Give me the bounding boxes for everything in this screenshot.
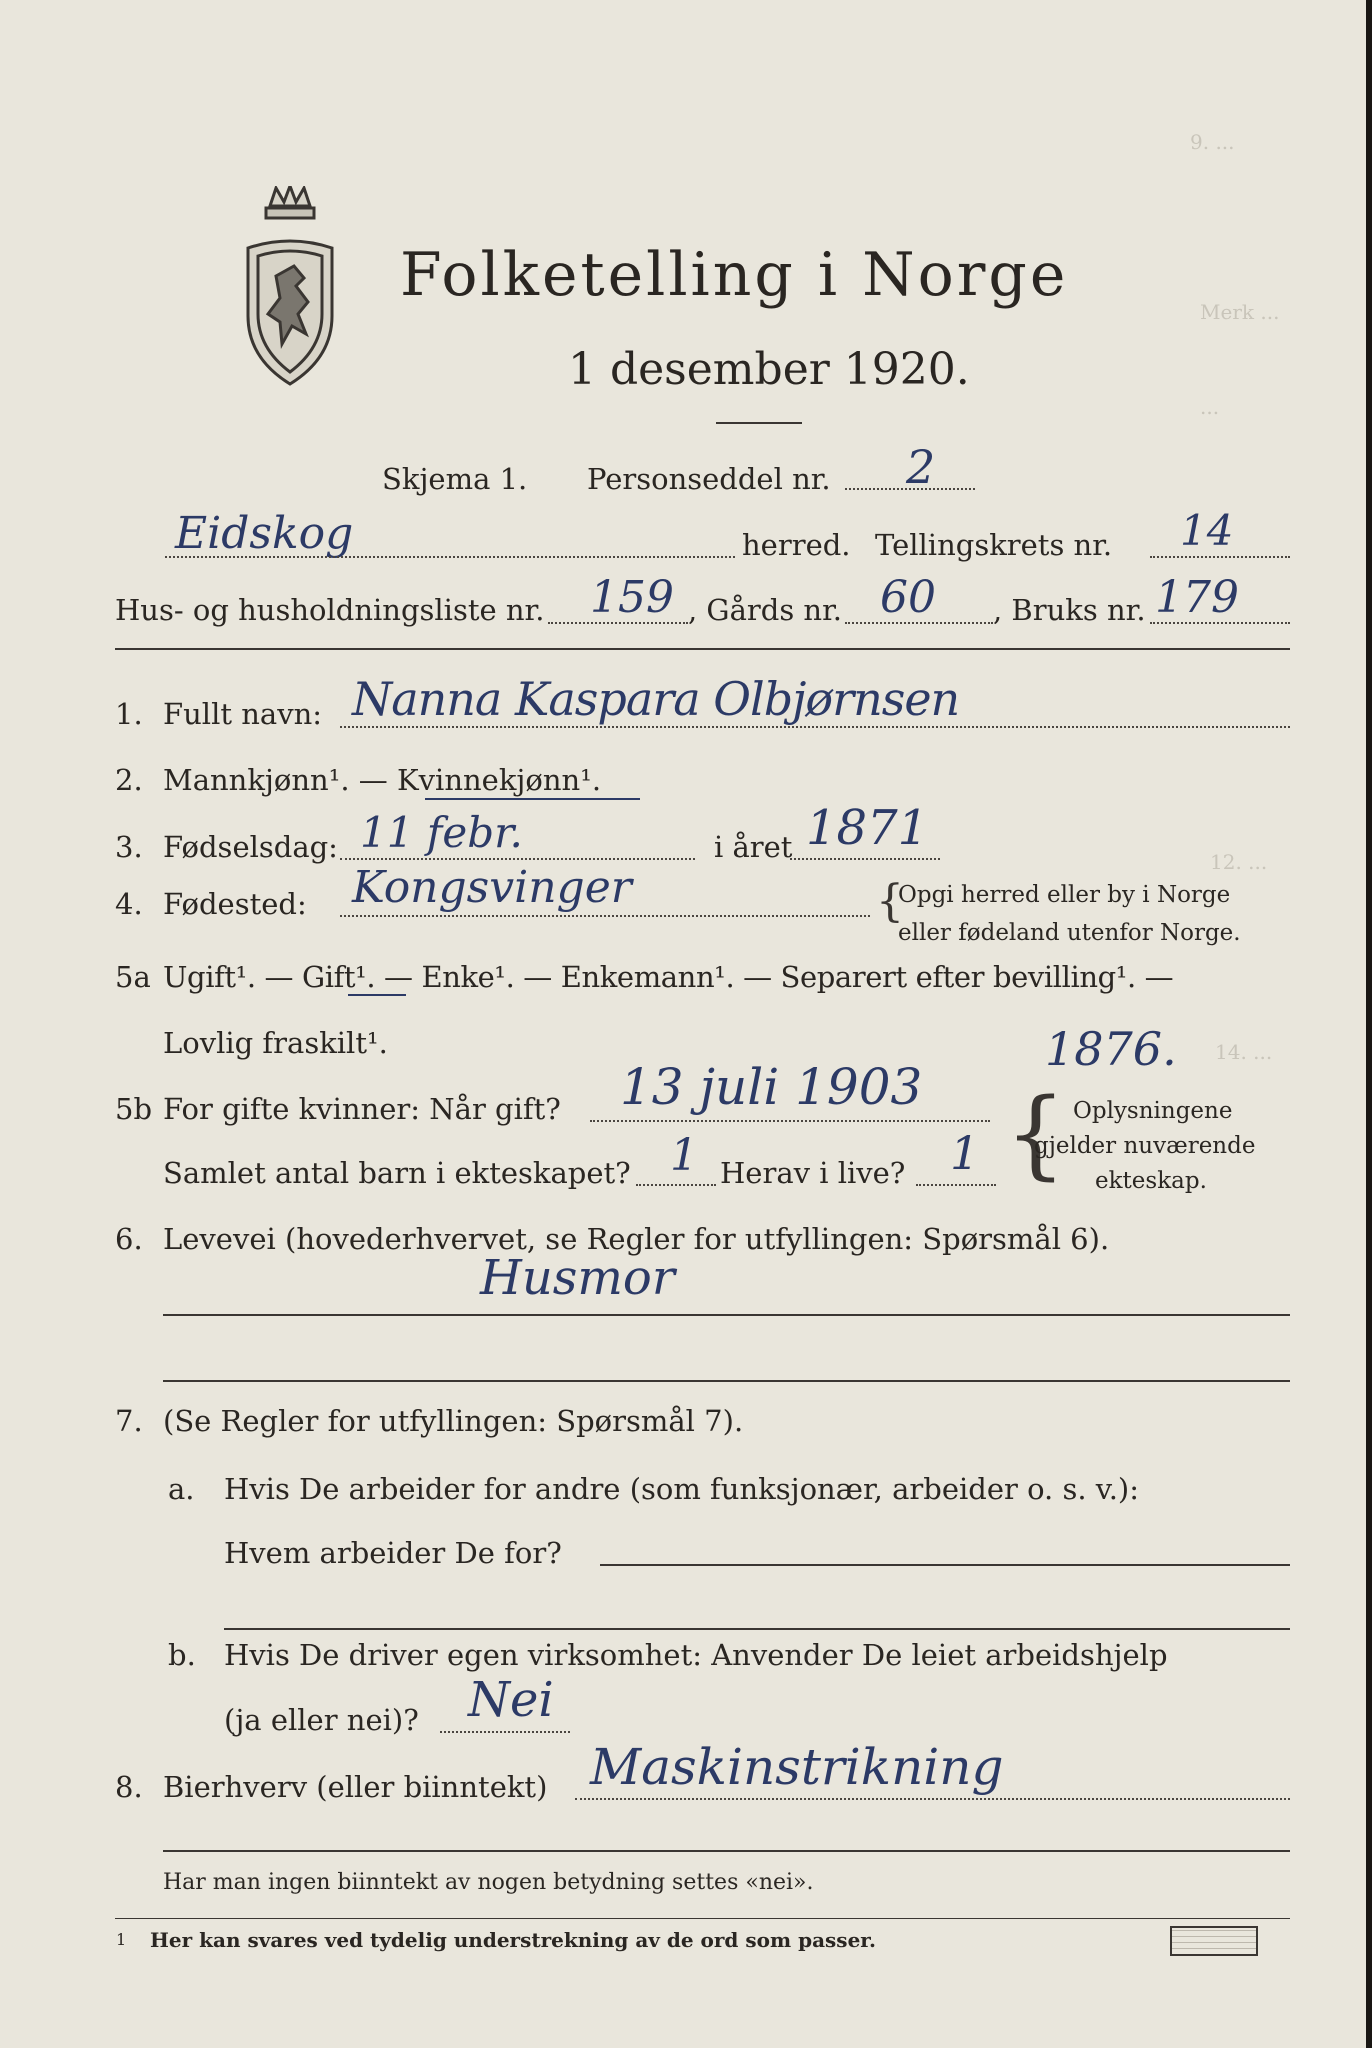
q7b-field-line bbox=[440, 1731, 570, 1733]
marriage-year-annotation: 1876. bbox=[1045, 1022, 1177, 1076]
full-name-value[interactable]: Nanna Kaspara Olbjørnsen bbox=[352, 672, 960, 726]
marital-status-options-cont[interactable]: Lovlig fraskilt¹. bbox=[163, 1026, 388, 1060]
marital-status-options[interactable]: Ugift¹. — Gift¹. — Enke¹. — Enkemann¹. — Separert efter bevilling¹. — bbox=[163, 960, 1174, 994]
q1-label: Fullt navn: bbox=[163, 697, 323, 731]
occupation-value[interactable]: Husmor bbox=[480, 1250, 675, 1306]
q8-number: 8. bbox=[115, 1770, 143, 1804]
hired-help-value[interactable]: Nei bbox=[468, 1672, 554, 1728]
form-title: Folketelling i Norge bbox=[400, 240, 1069, 310]
side-occupation-value[interactable]: Maskinstrikning bbox=[590, 1738, 1004, 1796]
tellingskrets-value[interactable]: 14 bbox=[1180, 506, 1234, 555]
q5b-alive-label: Herav i live? bbox=[720, 1156, 906, 1190]
q6-field-line-2 bbox=[163, 1380, 1290, 1382]
census-form-page: 9. ... Merk ... ... 12. ... 14. ... Folketelling i Norge 1 desember 1920. Skjema 1. Personseddel nr. 2 Eidskog herred. Tellingskrets nr. 14 Hus- og husholdningsliste nr. 159 , Gårds nr. 60 , Bruks nr. 179 1. Fullt navn: Nanna Kaspara Olbjørnsen 2. Mannkjønn¹. — Kvinnekjønn¹. 3. Fødselsdag: 11 febr. i året 1871 4. Fødested: Kongsvinger { Opgi herred eller by i Norge eller fødeland utenfor Norge. 5a Ugift¹. — Gift¹. — Enke¹. — Enkemann¹. — Separert efter bevilling¹. — Lovlig fraskilt¹. 1876. 5b For gifte kvinner: Når gift? 13 juli 1903 Samlet antal barn i ekteskapet? 1 Herav i live? 1 { Oplysningene gjelder nuværende ekteskap. 6. Levevei (hovederhvervet, se Regler for utfyllingen: Spørsmål 6). Husmor 7. (Se Regler for utfyllingen: Spørsmål 7). a. Hvis De arbeider for andre (som funksjonær, arbeider o. s. v.): Hvem arbeider De for? b. Hvis De driver egen virksomhet: Anvender De leiet arbeidshjelp (ja eller nei)? Nei 8. Bierhverv (eller biinntekt) Maskinstrikning Har man ingen biinntekt av nogen betydning settes «nei». 1 Her kan svares ved tydelig understrekning av de ord som passer. bbox=[0, 0, 1366, 2048]
q5b-field-line bbox=[590, 1120, 990, 1122]
q8-field-line-2 bbox=[163, 1850, 1290, 1852]
footer-divider bbox=[115, 1918, 1290, 1919]
q5b-note-line1: Oplysningene bbox=[1073, 1098, 1233, 1124]
q3-number: 3. bbox=[115, 830, 143, 864]
q7a-label: Hvis De arbeider for andre (som funksjonær, arbeider o. s. v.): bbox=[224, 1472, 1140, 1506]
q3-year-field-line bbox=[790, 858, 940, 860]
herred-label: herred. bbox=[742, 528, 851, 562]
q5b-children-label: Samlet antal barn i ekteskapet? bbox=[163, 1156, 631, 1190]
q5b-alive-field-line bbox=[916, 1184, 996, 1186]
q5b-note-line3: ekteskap. bbox=[1095, 1168, 1207, 1194]
tellingskrets-label: Tellingskrets nr. bbox=[875, 528, 1113, 562]
q3-field-line bbox=[340, 858, 695, 860]
q1-number: 1. bbox=[115, 697, 143, 731]
q3-year-label: i året bbox=[714, 830, 793, 864]
footnote-text: Her kan svares ved tydelig understrekning av de ord som passer. bbox=[150, 1928, 876, 1952]
q5b-note-brace: { bbox=[1005, 1078, 1067, 1190]
q7a-letter: a. bbox=[168, 1472, 195, 1506]
q4-note-brace: { bbox=[876, 876, 904, 927]
tellingskrets-field-line bbox=[1150, 556, 1290, 558]
gards-label: , Gårds nr. bbox=[688, 593, 842, 627]
husliste-value[interactable]: 159 bbox=[590, 572, 674, 623]
q7-number: 7. bbox=[115, 1404, 143, 1438]
children-count-value[interactable]: 1 bbox=[670, 1130, 698, 1181]
q7b-sub-label: (ja eller nei)? bbox=[224, 1703, 419, 1737]
q7b-letter: b. bbox=[168, 1638, 196, 1672]
header-divider bbox=[115, 648, 1290, 650]
employer-field-line[interactable] bbox=[600, 1564, 1290, 1566]
q7b-label: Hvis De driver egen virksomhet: Anvender De leiet arbeidshjelp bbox=[224, 1638, 1168, 1672]
footnote-mark: 1 bbox=[116, 1930, 127, 1949]
gards-value[interactable]: 60 bbox=[880, 572, 936, 623]
q5b-note-line2: gjelder nuværende bbox=[1034, 1133, 1256, 1159]
form-date: 1 desember 1920. bbox=[568, 344, 970, 395]
q5b-label: For gifte kvinner: Når gift? bbox=[163, 1092, 561, 1126]
husliste-label: Hus- og husholdningsliste nr. bbox=[115, 593, 545, 627]
bruks-value[interactable]: 179 bbox=[1155, 572, 1239, 623]
q4-note-line1: Opgi herred eller by i Norge bbox=[898, 882, 1231, 908]
q6-number: 6. bbox=[115, 1222, 143, 1256]
q5b-children-field-line bbox=[636, 1184, 716, 1186]
q6-field-line-1 bbox=[163, 1314, 1290, 1316]
title-divider bbox=[716, 422, 802, 424]
gender-options[interactable]: Mannkjønn¹. — Kvinnekjønn¹. bbox=[163, 763, 602, 797]
schema-label: Skjema 1. bbox=[382, 462, 528, 496]
marital-underline-mark bbox=[348, 994, 406, 996]
q6-label: Levevei (hovederhvervet, se Regler for utfyllingen: Spørsmål 6). bbox=[163, 1222, 1110, 1256]
children-alive-value[interactable]: 1 bbox=[950, 1126, 980, 1180]
q8-label: Bierhverv (eller biinntekt) bbox=[163, 1770, 548, 1804]
q7-label: (Se Regler for utfyllingen: Spørsmål 7). bbox=[163, 1404, 744, 1438]
marriage-date-value[interactable]: 13 juli 1903 bbox=[620, 1058, 923, 1116]
birthday-value[interactable]: 11 febr. bbox=[360, 808, 523, 857]
footer-note: Har man ingen biinntekt av nogen betydning settes «nei». bbox=[163, 1870, 814, 1895]
q8-field-line bbox=[575, 1798, 1290, 1800]
q4-note-line2: eller fødeland utenfor Norge. bbox=[898, 920, 1241, 946]
personseddel-value[interactable]: 2 bbox=[906, 440, 936, 494]
herred-field-line bbox=[165, 556, 735, 558]
herred-value[interactable]: Eidskog bbox=[175, 508, 354, 559]
q7a-sub-label: Hvem arbeider De for? bbox=[224, 1536, 562, 1570]
q4-number: 4. bbox=[115, 887, 143, 921]
q4-field-line bbox=[340, 915, 870, 917]
birthplace-value[interactable]: Kongsvinger bbox=[352, 862, 632, 913]
birth-year-value[interactable]: 1871 bbox=[806, 800, 929, 856]
q5a-number: 5a bbox=[115, 960, 151, 994]
bruks-label: , Bruks nr. bbox=[993, 593, 1146, 627]
q2-number: 2. bbox=[115, 763, 143, 797]
coat-of-arms-icon bbox=[232, 186, 348, 388]
employer-field-line-2[interactable] bbox=[224, 1628, 1290, 1630]
personseddel-label: Personseddel nr. bbox=[587, 462, 831, 496]
q3-label: Fødselsdag: bbox=[163, 830, 338, 864]
q1-field-line bbox=[340, 726, 1290, 728]
printer-stamp-icon bbox=[1170, 1926, 1258, 1956]
q4-label: Fødested: bbox=[163, 887, 307, 921]
q5b-number: 5b bbox=[115, 1092, 153, 1126]
gender-underline-mark bbox=[425, 798, 640, 800]
